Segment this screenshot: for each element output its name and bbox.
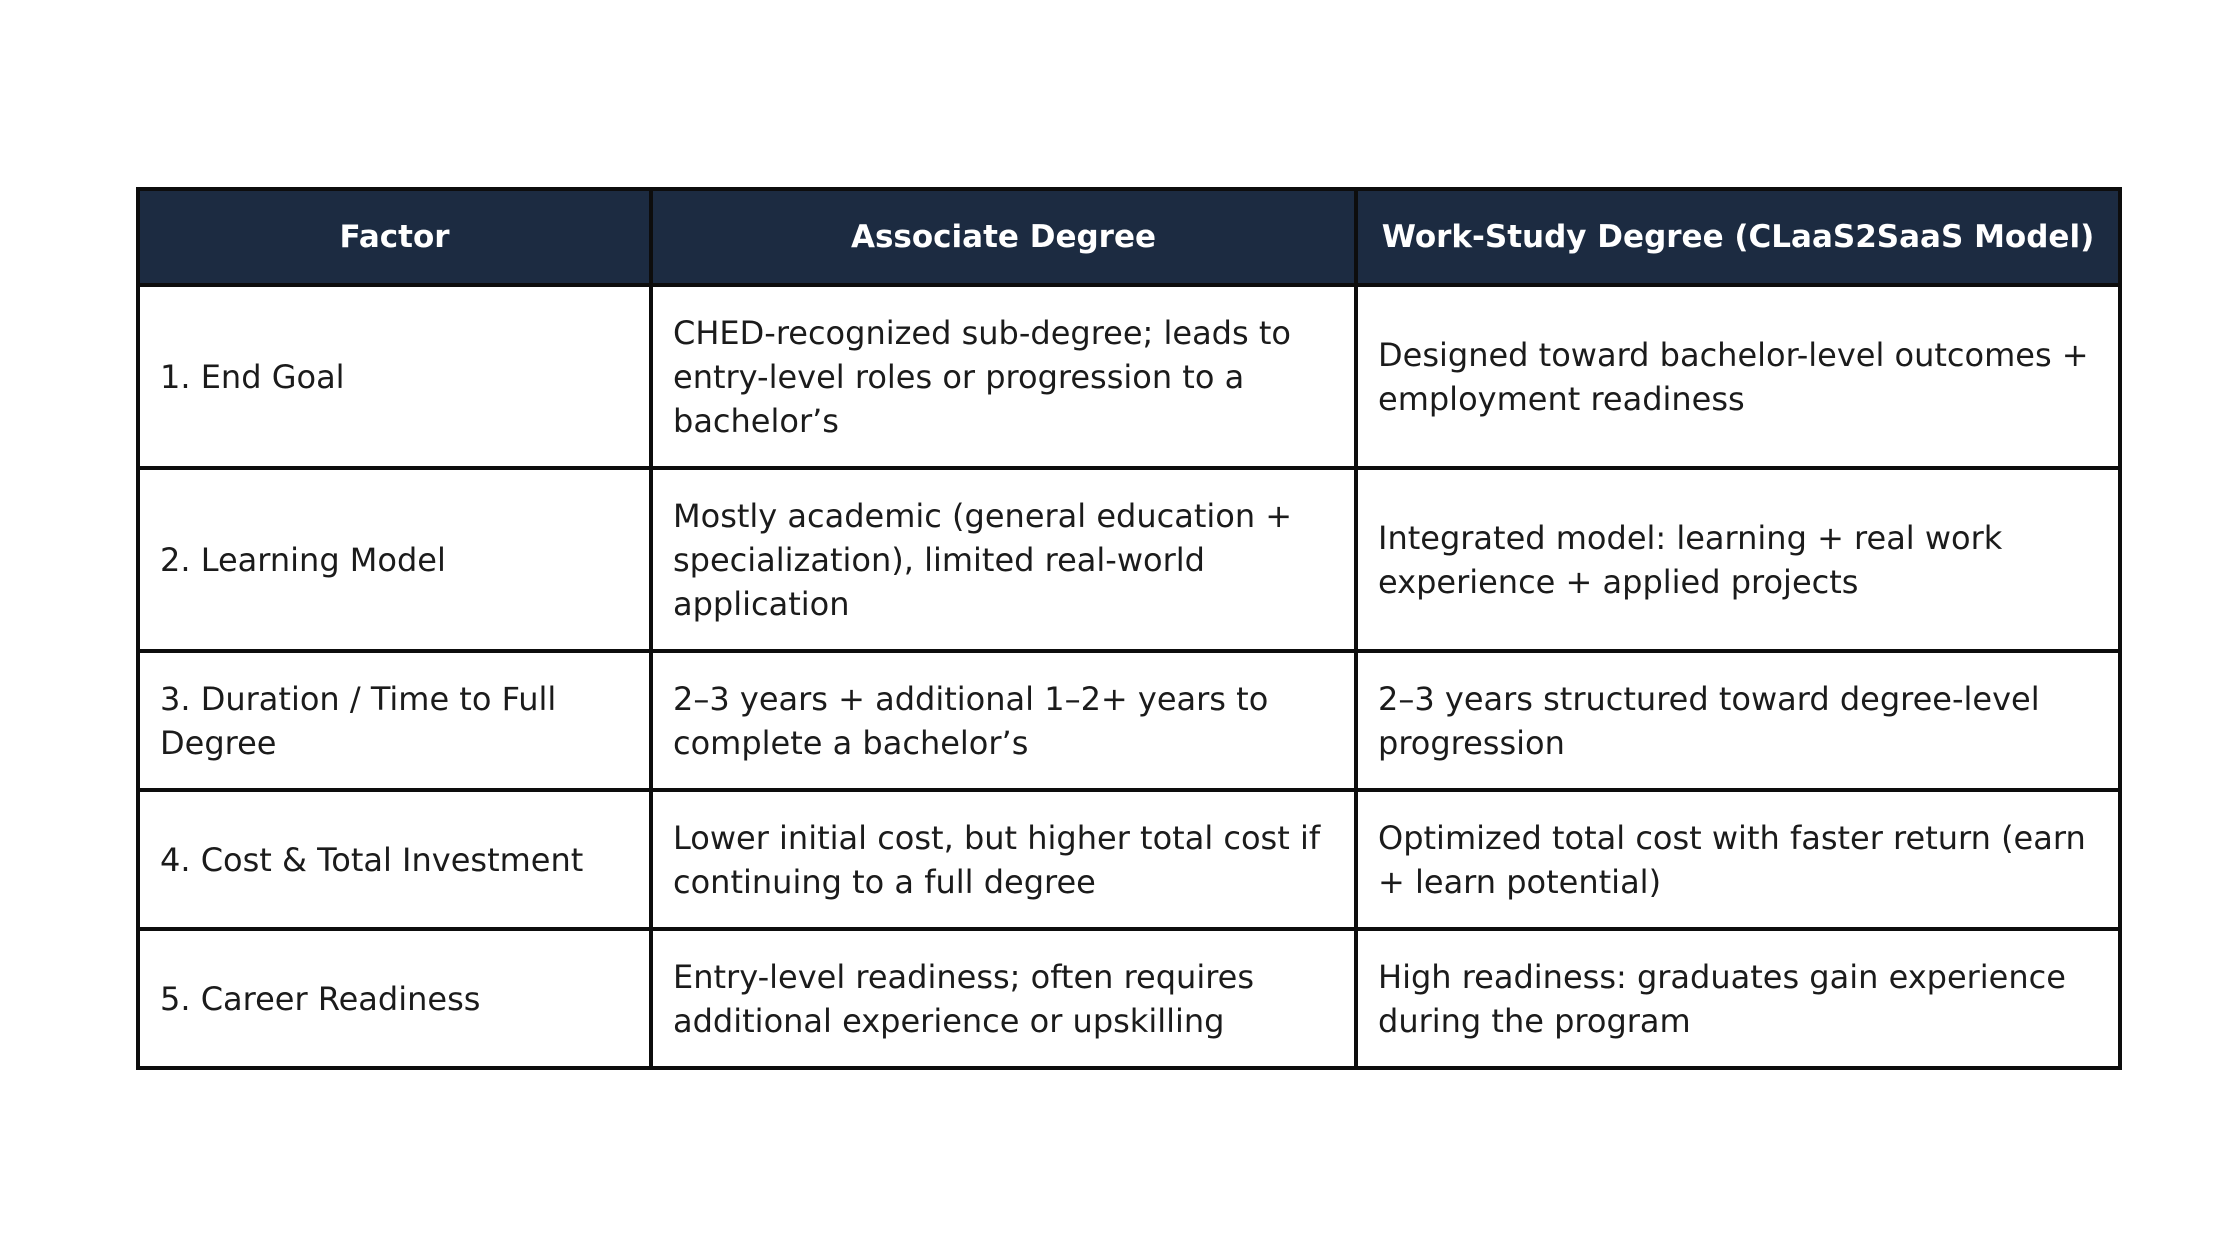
- table-header: [138, 189, 2120, 285]
- associate-degree-cell: CHED-recognized sub-degree; leads to entry-level roles or progression to a bachelor’s: [651, 285, 1356, 468]
- associate-degree-cell: Mostly academic (general education + specialization), limited real-world application: [651, 468, 1356, 651]
- header-associate-degree: Associate Degree: [651, 189, 1356, 285]
- associate-degree-cell: 2–3 years + additional 1–2+ years to complete a bachelor’s: [651, 651, 1356, 790]
- factor-cell: 5. Career Readiness: [138, 929, 651, 1068]
- factor-cell: 3. Duration / Time to Full Degree: [138, 651, 651, 790]
- header-row: [138, 189, 2120, 285]
- work-study-degree-cell: Designed toward bachelor-level outcomes + employment readiness: [1356, 285, 2120, 468]
- table-row: [138, 285, 2120, 468]
- table-row: [138, 651, 2120, 790]
- comparison-table: [136, 187, 2122, 1070]
- table-row: [138, 790, 2120, 929]
- header-work-study-degree: Work-Study Degree (CLaaS2SaaS Model): [1356, 189, 2120, 285]
- header-factor: Factor: [138, 189, 651, 285]
- table-body: [138, 285, 2120, 1068]
- table-row: [138, 468, 2120, 651]
- factor-cell: 4. Cost & Total Investment: [138, 790, 651, 929]
- work-study-degree-cell: Integrated model: learning + real work experience + applied projects: [1356, 468, 2120, 651]
- work-study-degree-cell: 2–3 years structured toward degree-level progression: [1356, 651, 2120, 790]
- work-study-degree-cell: High readiness: graduates gain experience during the program: [1356, 929, 2120, 1068]
- associate-degree-cell: Entry-level readiness; often requires additional experience or upskilling: [651, 929, 1356, 1068]
- factor-cell: 2. Learning Model: [138, 468, 651, 651]
- factor-cell: 1. End Goal: [138, 285, 651, 468]
- table-row: [138, 929, 2120, 1068]
- work-study-degree-cell: Optimized total cost with faster return (earn + learn potential): [1356, 790, 2120, 929]
- associate-degree-cell: Lower initial cost, but higher total cost if continuing to a full degree: [651, 790, 1356, 929]
